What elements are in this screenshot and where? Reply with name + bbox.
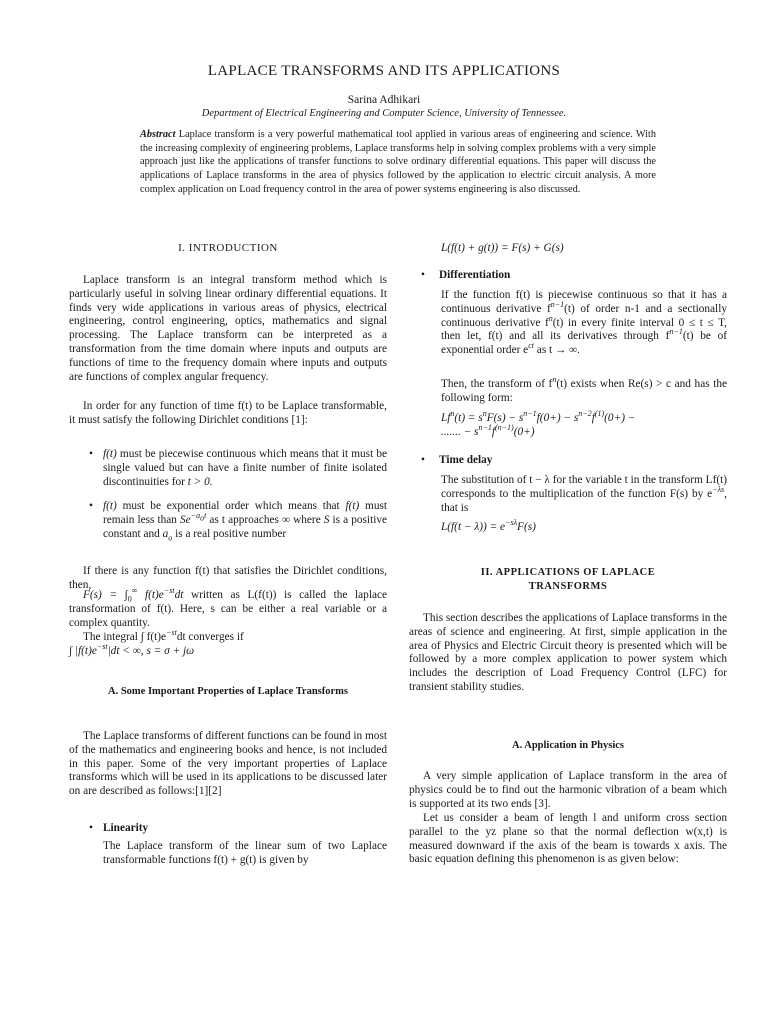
cond2-text: is a positive constant and <box>103 513 388 540</box>
linearity-text: The Laplace transform of the linear sum of two Laplace transformable functions f(t) + g(t) is given by <box>103 840 387 866</box>
physics-paragraph-2 <box>409 812 727 867</box>
linearity-equation: L(f(t) + g(t)) = F(s) + G(s) <box>441 242 564 254</box>
math-fs: F(s) = ∫ <box>83 589 128 601</box>
math-sup: n <box>548 313 553 323</box>
math-Se: Se <box>180 513 191 526</box>
diff-text: (t) of order n-1 and a sectionally continuous derivative f <box>441 302 727 329</box>
eq-part: f <box>591 412 595 424</box>
math-ft: f(t) <box>345 500 360 512</box>
eq-part: f(0+) − s <box>536 412 579 424</box>
math-dt: dt <box>174 589 184 601</box>
integral-text: dt converges if <box>176 631 244 643</box>
math-exp: −st <box>163 586 175 596</box>
cond2-text: as t approaches ∞ where <box>206 513 324 526</box>
paper-title: LAPLACE TRANSFORMS AND ITS APPLICATIONS <box>207 63 561 79</box>
eq-sup: (n−1) <box>494 423 514 433</box>
time-delay-equation <box>441 518 536 535</box>
bullet-dot: • <box>89 448 93 460</box>
integral-line <box>69 628 387 645</box>
right-column <box>409 0 727 1024</box>
math-sup: ∞ <box>131 586 138 596</box>
properties-text: The Laplace transforms of different functions can be found in most of the mathematics and engineering books and hence, is not included in this paper. Some of the very important properties of Laplace transforms which will be used in its applications to be discussed later on are described as follows:[1][2] <box>69 730 387 798</box>
physics-text: Let us consider a beam of length l and uniform cross section parallel to the yz plane so that the normal deflection w(x,t) is measured downward if the axis of the beam is towards x axis. The basic equation defining this phenomenon is as given below: <box>409 812 727 866</box>
differentiation-paragraph <box>441 289 727 358</box>
subsection-heading-properties: A. Some Important Properties of Laplace Transforms <box>107 686 348 697</box>
math-sub: 0 <box>127 594 132 604</box>
physics-paragraph-1 <box>409 770 727 811</box>
intro-paragraph-1 <box>69 274 387 384</box>
intro-p2-text: In order for any function of time f(t) to be Laplace transformable, it must satisfy the following Dirichlet conditions [1]: <box>69 400 387 426</box>
integral-text: The integral ∫ f(t)e <box>83 631 167 643</box>
math-t: t <box>204 511 207 521</box>
properties-paragraph <box>69 730 387 799</box>
applications-paragraph <box>409 612 727 695</box>
math-exp: −st <box>96 642 108 652</box>
math-abs: |dt < ∞, s = σ + jω <box>107 645 195 657</box>
abstract-label: Abstract <box>140 129 176 140</box>
math-sub: o <box>200 513 205 523</box>
intro-paragraph-2 <box>69 400 387 428</box>
eq-sup: −sλ <box>505 518 518 528</box>
delay-text: The substitution of t − λ for the variable t in the transform Lf(t) corresponds to the multiplication of the function F(s) by e <box>441 474 727 500</box>
math-ft: f(t)e <box>137 589 164 601</box>
cond2-text: must remain less than <box>103 500 388 526</box>
bullet-dot: • <box>421 269 425 281</box>
differentiation-then <box>441 375 727 406</box>
math-exp: −a <box>190 511 201 521</box>
affiliation: Department of Electrical Engineering and Computer Science, University of Tennessee. <box>201 108 567 119</box>
bullet-dot: • <box>89 822 93 834</box>
eq-part: L(f(t − λ)) = e <box>441 521 506 533</box>
eq-part: f <box>491 425 495 438</box>
abs-integral-line <box>69 642 387 659</box>
diff-text: (t) be of exponential order e <box>441 330 728 357</box>
dirichlet-text: If there is any function f(t) that satisfies the Dirichlet conditions, then, <box>69 565 387 591</box>
math-sub: o <box>168 532 173 542</box>
eq-sup: n−2 <box>578 409 592 419</box>
differentiation-label: Differentiation <box>439 269 511 281</box>
abstract-text: Laplace transform is a very powerful mathematical tool applied in various areas of engineering and science. With the increasing complexity of engineering problems, Laplace transforms help in solving complex problems with a very simple approach just like the applications of transfer functions to solve ordinary differential equations. This paper will discuss the applications of Laplace transforms in the area of physics followed by the application to electric circuit analysis. A more complex application on Load frequency control in the area of power systems engineering is also discussed. <box>140 129 656 195</box>
differentiation-equation <box>441 409 727 440</box>
math-sup: n−1 <box>550 300 565 310</box>
eq-sup: n <box>450 409 455 419</box>
math-sup: n <box>552 375 557 385</box>
math-sup: n−1 <box>669 327 683 337</box>
time-delay-label: Time delay <box>439 454 493 466</box>
fs-text: written as L(f(t)) is called the laplace transformation of f(t). Here, s can be either a real variable or a complex quantity. <box>69 589 387 629</box>
time-delay-paragraph <box>441 474 727 515</box>
math-S: S <box>323 513 330 526</box>
dirichlet-condition-1 <box>103 448 387 489</box>
linearity-paragraph <box>103 840 387 868</box>
math-exp: −st <box>166 628 177 638</box>
cond2-text: is a real positive number <box>172 527 287 540</box>
math-ft: f(t) <box>103 448 117 460</box>
diff-text: If the function f(t) is piecewise continuous so that it has a continuous derivative f <box>441 289 727 315</box>
bullet-dot: • <box>89 500 93 512</box>
eq-part: F(s) − s <box>486 412 524 424</box>
linearity-label: Linearity <box>103 822 149 834</box>
physics-text: A very simple application of Laplace transform in the area of physics could be to find out the harmonic vibration of a beam which is supported at its two ends [3]. <box>409 770 727 810</box>
left-column <box>69 0 387 1024</box>
eq-sup: (1) <box>594 409 605 419</box>
cond1-text: must be piecewise continuous which means that it must be single valued but can have a finite number of finite isolated discontinuities for <box>103 448 387 488</box>
eq-part: (0+) <box>513 425 535 438</box>
diff-then-text: Then, the transform of f <box>441 378 553 390</box>
eq-part: (t) = s <box>454 412 483 424</box>
eq-part: ....... − s <box>441 425 479 438</box>
math-sup: −λs <box>712 485 725 495</box>
delay-text: , that is <box>441 487 727 514</box>
math-sup: ct <box>528 341 534 351</box>
diff-text: (t) in every finite interval 0 ≤ t ≤ T, then let, f(t) and all its derivatives through f <box>441 316 727 343</box>
math-ft: f(t) <box>103 500 117 512</box>
section-heading-applications: II. APPLICATIONS OF LAPLACE TRANSFORMS <box>480 567 656 592</box>
section-heading-introduction: I. INTRODUCTION <box>178 242 278 254</box>
intro-p1-text: Laplace transform is an integral transform method which is particularly useful in solving linear ordinary differential equations. It finds very wide applications in various areas of physics, electrical engineering, control engineering, optics, mathematics and signal processing. The Laplace transform can be interpreted as a transformation from the time domain where inputs and outputs are functions of time to the frequency domain where inputs and outputs are functions of complex angular frequency. <box>69 274 387 383</box>
bullet-dot: • <box>421 454 425 466</box>
applications-text: This section describes the applications of Laplace transforms in the areas of science and engineering. At first, simple application in the area of Physics and Electric Circuit theory is presented which will be followed by a more complex application to power system which includes the description of Load Frequency Control (LFC) for transient stability studies. <box>409 612 727 693</box>
math-t-gt-0: t > 0. <box>187 475 213 488</box>
math-abs: ∫ |f(t)e <box>69 645 97 657</box>
subsection-heading-physics: A. Application in Physics <box>511 740 625 751</box>
diff-text: as t → ∞. <box>533 344 581 357</box>
eq-part: Lf <box>441 412 451 424</box>
fs-definition <box>69 586 387 630</box>
eq-part: F(s) <box>517 521 536 533</box>
author-name: Sarina Adhikari <box>347 94 421 106</box>
math-a: a <box>162 527 169 540</box>
eq-sup: n <box>482 409 487 419</box>
eq-sup: n−1 <box>478 423 492 433</box>
eq-part: (0+) − <box>604 412 636 424</box>
diff-then-text: (t) exists when Re(s) > c and has the following form: <box>441 378 727 404</box>
cond2-text: must be exponential order which means that <box>116 500 346 512</box>
eq-sup: n−1 <box>523 409 537 419</box>
dirichlet-condition-2 <box>103 500 387 541</box>
